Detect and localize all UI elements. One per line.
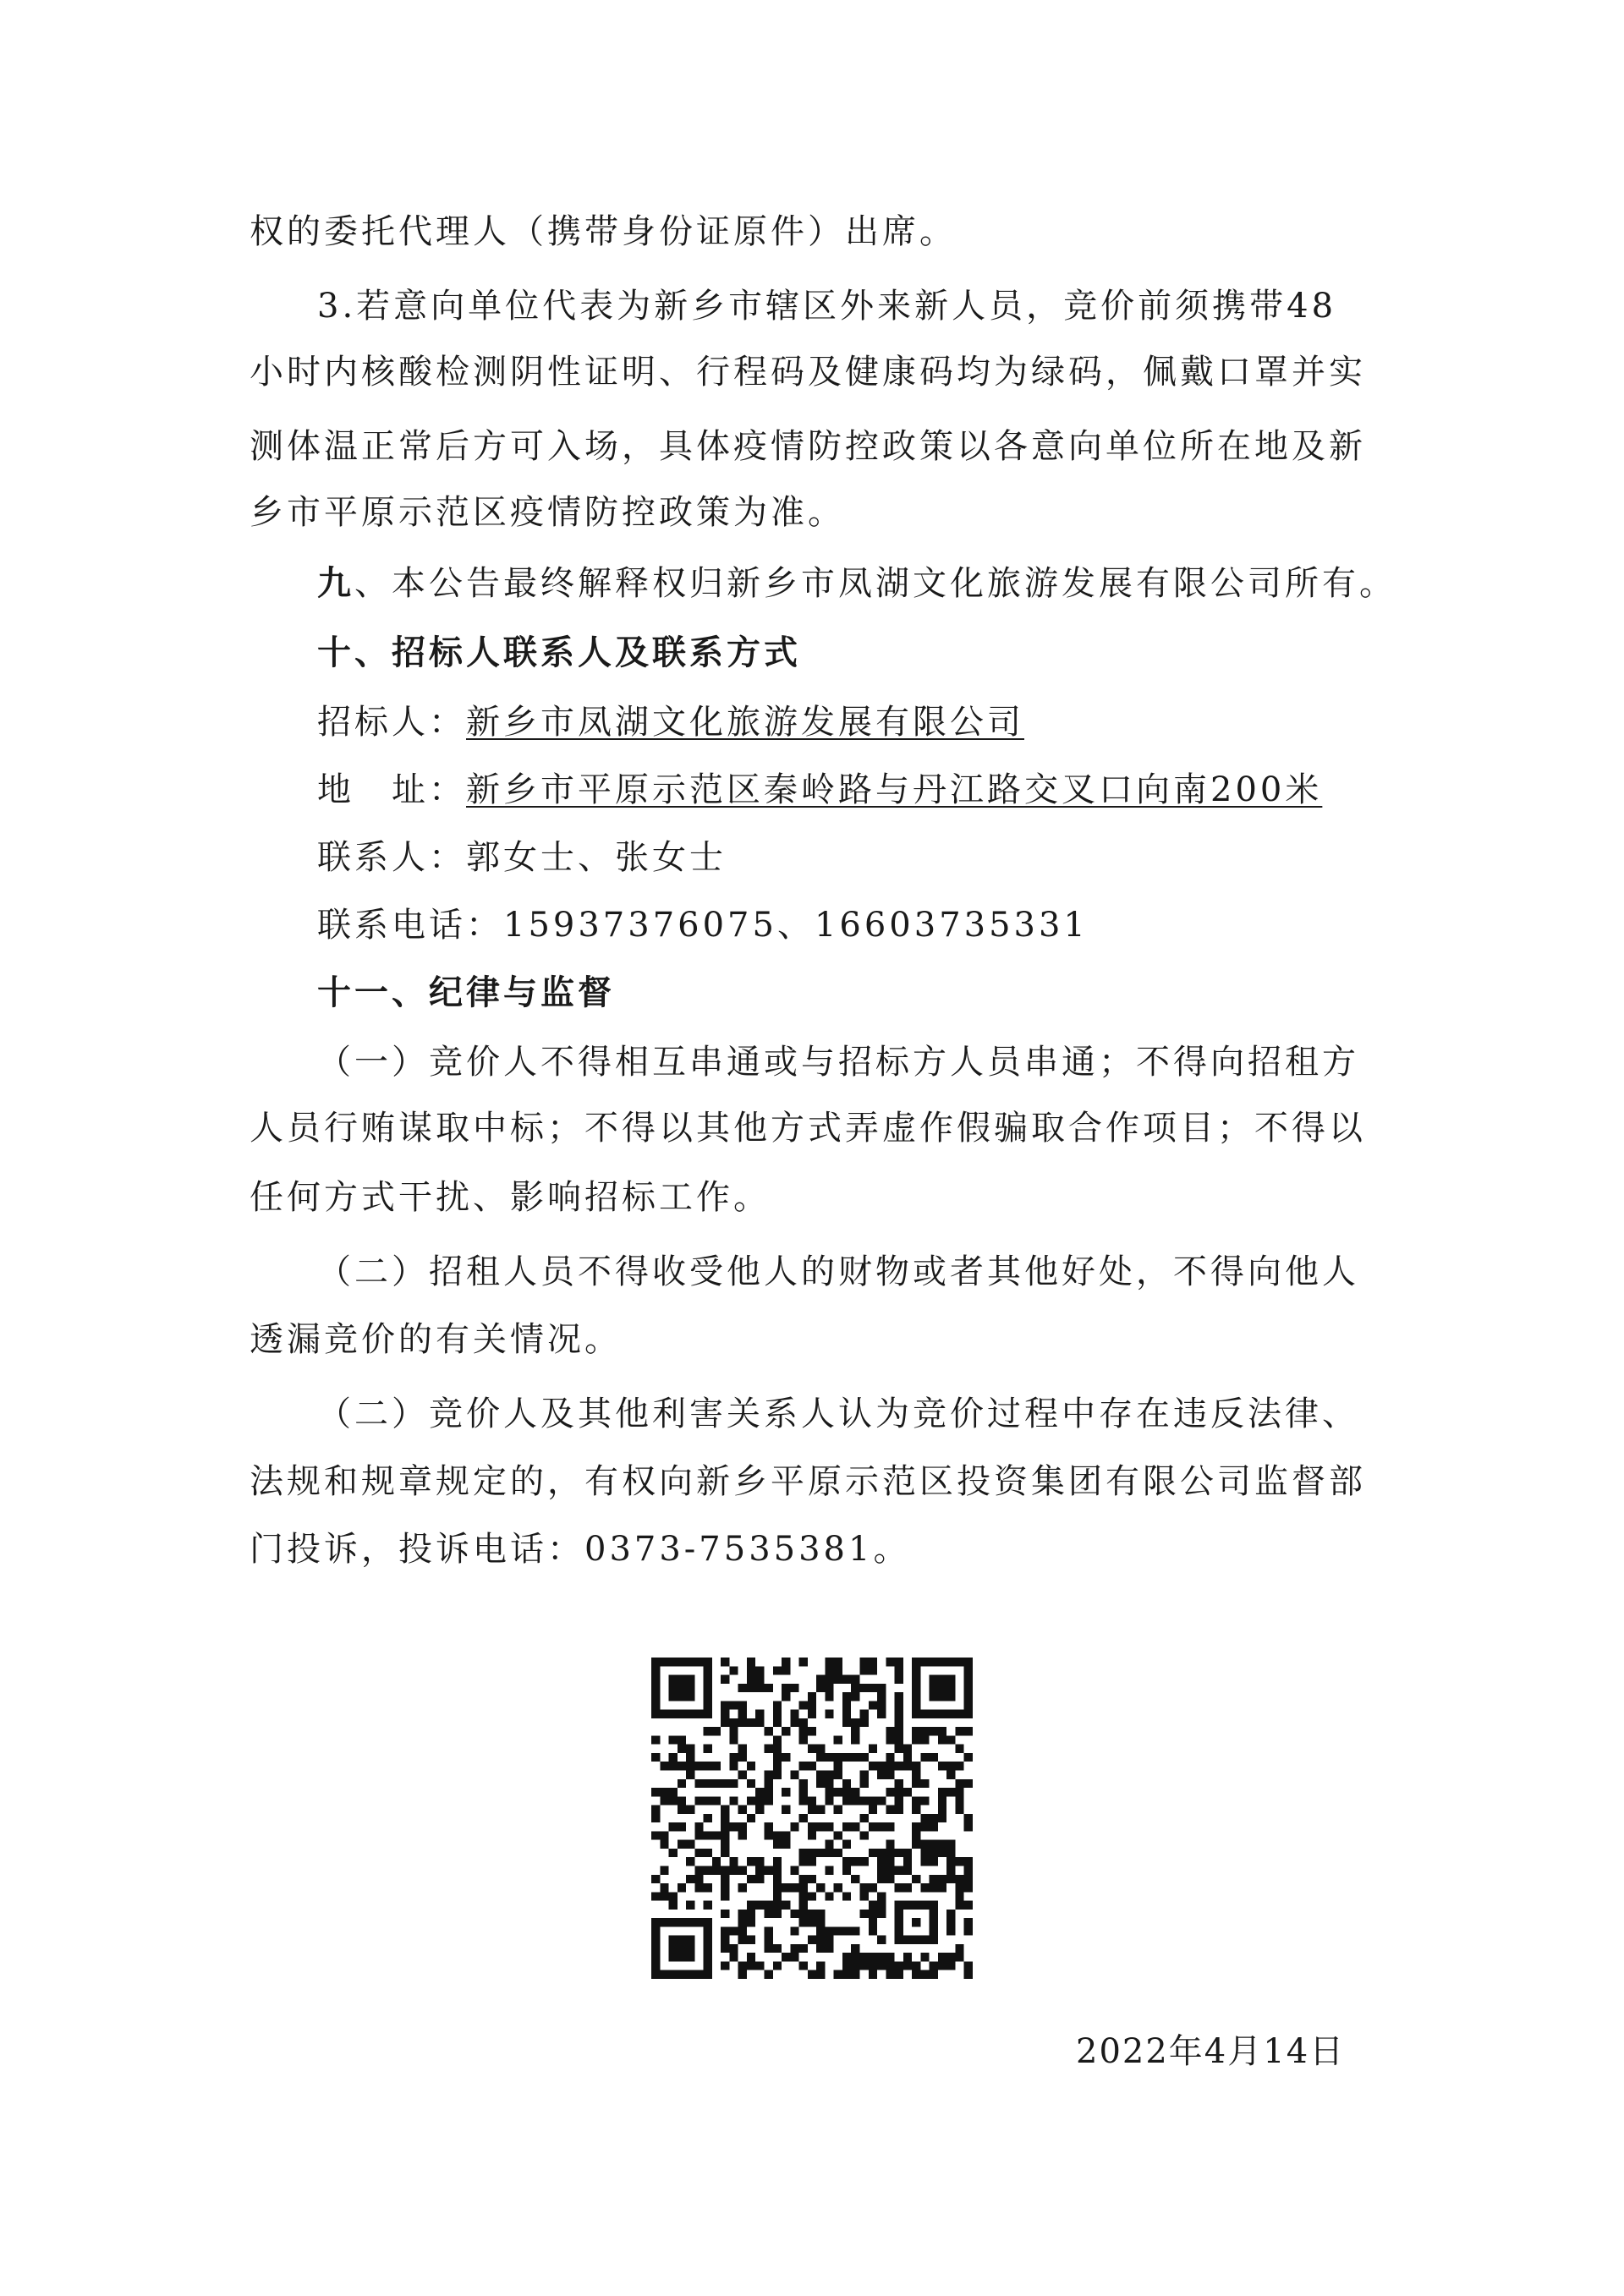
paragraph-line: 任何方式干扰、影响招标工作。 — [250, 1178, 771, 1217]
section-10-title: 十、招标人联系人及联系方式 — [317, 633, 801, 672]
tenderer-label: 招标人： — [317, 703, 466, 742]
section-9 — [317, 563, 1459, 604]
paragraph-line: （二）竞价人及其他利害关系人认为竞价过程中存在违反法律、 — [317, 1395, 1359, 1433]
paragraph-line: 门投诉，投诉电话：0373-7535381。 — [250, 1530, 911, 1569]
contact-row — [317, 837, 1459, 878]
phone-value: 15937376075、16603735331 — [503, 906, 1089, 945]
address-value: 新乡市平原示范区秦岭路与丹江路交叉口向南200米 — [466, 770, 1323, 809]
document-date: 2022年4月14日 — [1076, 2032, 1346, 2071]
contact-value: 郭女士、张女士 — [466, 838, 727, 877]
paragraph-line: 乡市平原示范区疫情防控政策为准。 — [250, 493, 845, 532]
paragraph-line: 透漏竞价的有关情况。 — [250, 1320, 622, 1359]
tenderer-row — [317, 702, 1459, 743]
paragraph-line: 人员行贿谋取中标；不得以其他方式弄虚作假骗取合作项目；不得以 — [250, 1109, 1366, 1148]
paragraph-line: 法规和规章规定的，有权向新乡平原示范区投资集团有限公司监督部 — [250, 1462, 1366, 1501]
section-9-number: 九 — [317, 563, 354, 603]
section-11-title: 十一、纪律与监督 — [317, 973, 615, 1012]
qr-code-icon — [651, 1658, 973, 1979]
address-label: 地 址： — [317, 770, 466, 809]
paragraph-line: 3.若意向单位代表为新乡市辖区外来新人员，竞价前须携带48 — [317, 287, 1337, 326]
phone-row — [317, 905, 1459, 945]
section-9-text: 、本公告最终解释权归新乡市凤湖文化旅游发展有限公司所有。 — [354, 564, 1396, 603]
paragraph-line: （二）招租人员不得收受他人的财物或者其他好处，不得向他人 — [317, 1252, 1359, 1291]
phone-label: 联系电话： — [317, 906, 503, 945]
address-row — [317, 770, 1459, 810]
paragraph-line: 测体温正常后方可入场，具体疫情防控政策以各意向单位所在地及新 — [250, 427, 1366, 466]
contact-label: 联系人： — [317, 838, 466, 877]
paragraph-line: （一）竞价人不得相互串通或与招标方人员串通；不得向招租方 — [317, 1043, 1359, 1082]
paragraph-line: 权的委托代理人（携带身份证原件）出席。 — [250, 212, 957, 251]
paragraph-line: 小时内核酸检测阴性证明、行程码及健康码均为绿码，佩戴口罩并实 — [250, 353, 1366, 392]
tenderer-value: 新乡市凤湖文化旅游发展有限公司 — [466, 703, 1024, 742]
